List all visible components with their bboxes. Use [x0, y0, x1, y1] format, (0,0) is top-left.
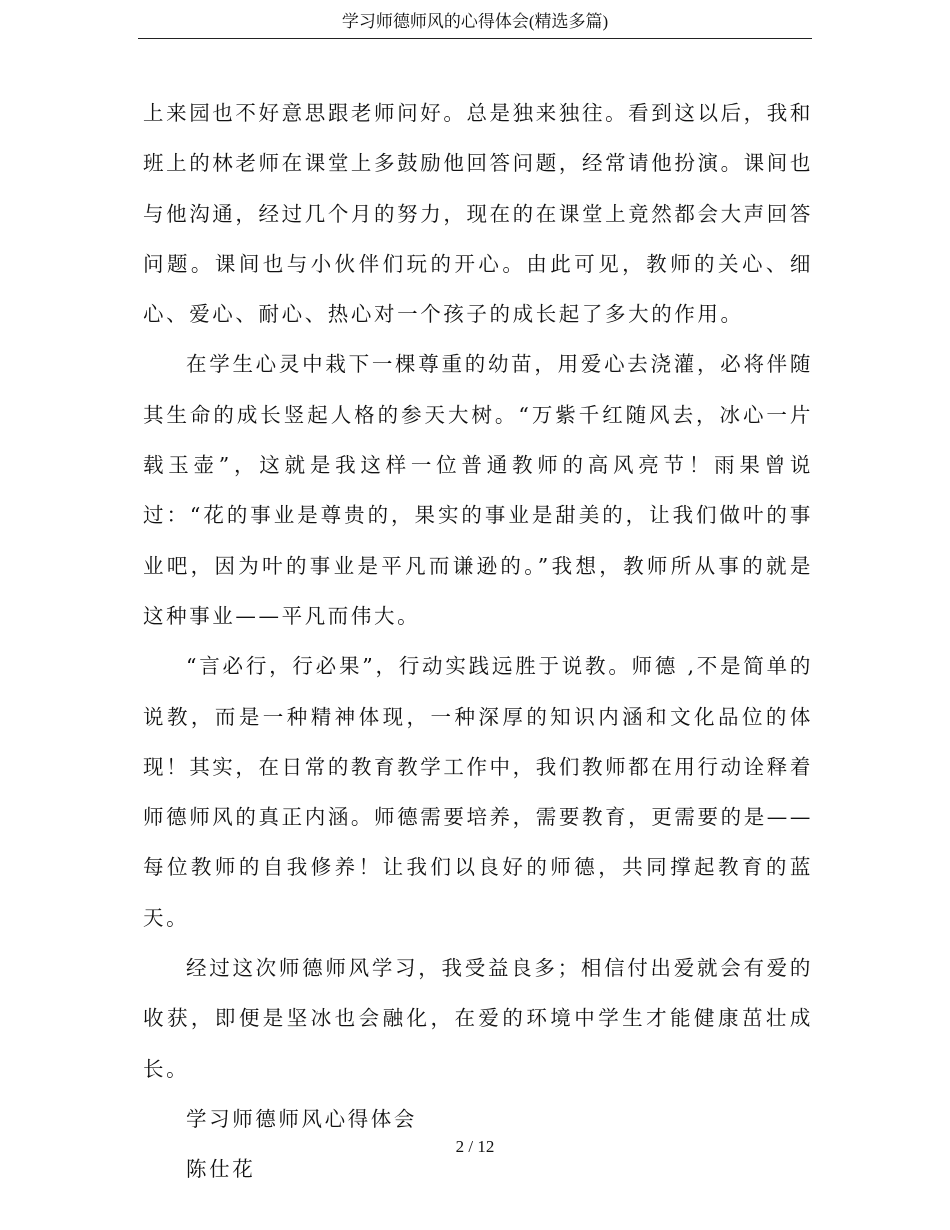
paragraph-1: 上来园也不好意思跟老师问好。总是独来独往。看到这以后，我和班上的林老师在课堂上多鼓励他回答问题，经常请他扮演。课间也与他沟通，经过几个月的努力，现在的在课堂上竟然都会大声回答问题。课间也与小伙伴们玩的开心。由此可见，教师的关心、细心、爱心、耐心、热心对一个孩子的成长起了多大的作用。 — [143, 101, 813, 327]
author-name: 陈仕花 — [186, 1157, 256, 1182]
page-header-title: 学习师德师风的心得体会(精选多篇) — [341, 12, 609, 31]
page-number: 2 / 12 — [455, 1137, 495, 1156]
paragraph-3: “言必行，行必果”，行动实践远胜于说教。师德 ,不是简单的说教，而是一种精神体现，一种深厚的知识内涵和文化品位的体现！其实，在日常的教育教学工作中，我们教师都在用行动诠释着师德师风的真正内涵。师德需要培养，需要教育，更需要的是——每位教师的自我修养！让我们以良好的师德，共同撑起教育的蓝天。 — [143, 654, 813, 930]
header-divider — [138, 38, 812, 39]
section-heading: 学习师德师风心得体会 — [186, 1106, 417, 1131]
document-body — [143, 88, 813, 1195]
paragraph-4: 经过这次师德师风学习，我受益良多；相信付出爱就会有爱的收获，即便是坚冰也会融化，在爱的环境中学生才能健康茁壮成长。 — [143, 956, 813, 1081]
paragraph-2: 在学生心灵中栽下一棵尊重的幼苗，用爱心去浇灌，必将伴随其生命的成长竖起人格的参天大树。“万紫千红随风去，冰心一片载玉壶”，这就是我这样一位普通教师的高风亮节！雨果曾说过：“花的事业是尊贵的，果实的事业是甜美的，让我们做叶的事业吧，因为叶的事业是平凡而谦逊的。”我想，教师所从事的就是这种事业——平凡而伟大。 — [143, 352, 813, 628]
